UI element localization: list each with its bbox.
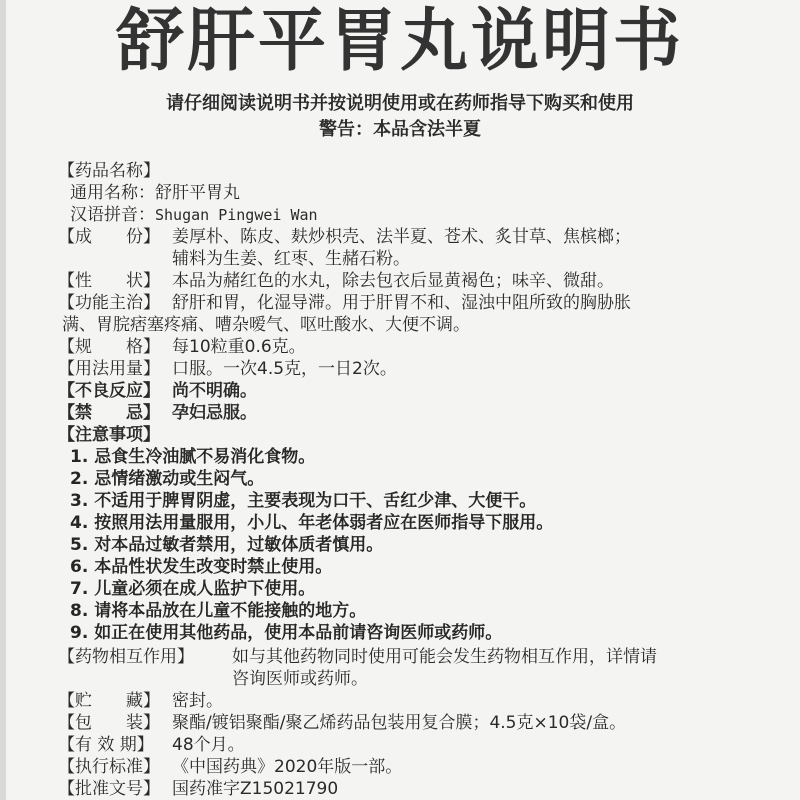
precaution-item: 5. 对本品过敏者禁用，过敏体质者慎用。 xyxy=(70,535,384,555)
adverse-row xyxy=(58,380,770,402)
validity-label: 【有 效 期】 xyxy=(58,735,154,755)
ingredients-line2: 辅料为生姜、红枣、生赭石粉。 xyxy=(172,249,410,269)
packaging-value: 聚酯/镀铝聚酯/聚乙烯药品包装用复合膜；4.5克×10袋/盒。 xyxy=(172,713,627,733)
approval-value: 国药准字Z15021790 xyxy=(172,779,339,799)
properties-row xyxy=(58,270,770,292)
validity-row xyxy=(58,734,770,756)
indications-label: 【功能主治】 xyxy=(58,293,160,313)
precautions-label: 【注意事项】 xyxy=(58,425,160,445)
dosage-value: 口服。一次4.5克，一日2次。 xyxy=(172,359,397,379)
specification-row xyxy=(58,336,770,358)
dosage-label: 【用法用量】 xyxy=(58,359,160,379)
dosage-row xyxy=(58,358,770,380)
ingredients-row xyxy=(58,226,770,248)
approval-label: 【批准文号】 xyxy=(58,779,160,799)
specification-label: 【规 格】 xyxy=(58,337,160,357)
contraindications-row xyxy=(58,402,770,424)
storage-label: 【贮 藏】 xyxy=(58,691,160,711)
generic-name-value: 舒肝平胃丸 xyxy=(155,183,240,203)
pinyin-row xyxy=(70,204,318,226)
approval-row xyxy=(58,778,770,800)
interactions-line2: 咨询医师或药师。 xyxy=(232,669,368,689)
interactions-label: 【药物相互作用】 xyxy=(58,647,194,667)
packaging-label: 【包 装】 xyxy=(58,713,160,733)
validity-value: 48个月。 xyxy=(172,735,245,755)
precaution-item: 8. 请将本品放在儿童不能接触的地方。 xyxy=(70,601,367,621)
properties-value: 本品为赭红色的水丸，除去包衣后显黄褐色；味辛、微甜。 xyxy=(172,271,614,291)
indications-row xyxy=(58,292,770,314)
properties-label: 【性 状】 xyxy=(58,271,160,291)
precaution-item: 4. 按照用法用量服用，小儿、年老体弱者应在医师指导下服用。 xyxy=(70,513,554,533)
pinyin-value: Shugan Pingwei Wan xyxy=(155,206,318,224)
precaution-item: 7. 儿童必须在成人监护下使用。 xyxy=(70,579,316,599)
generic-name-label: 通用名称： xyxy=(70,183,155,203)
generic-name-row xyxy=(70,182,240,204)
precaution-item: 3. 不适用于脾胃阴虚，主要表现为口干、舌红少津、大便干。 xyxy=(70,491,537,511)
standard-value: 《中国药典》2020年版一部。 xyxy=(172,757,403,777)
adverse-label: 【不良反应】 xyxy=(58,381,160,401)
precaution-item: 6. 本品性状发生改变时禁止使用。 xyxy=(70,557,333,577)
adverse-value: 尚不明确。 xyxy=(172,381,257,401)
packaging-row xyxy=(58,712,770,734)
drug-name-label: 【药品名称】 xyxy=(58,161,160,181)
ingredients-line1: 姜厚朴、陈皮、麸炒枳壳、法半夏、苍术、炙甘草、焦槟榔； xyxy=(172,227,631,247)
interactions-row xyxy=(58,646,770,668)
precaution-item: 2. 忌情绪激动或生闷气。 xyxy=(70,469,265,489)
indications-line1: 舒肝和胃，化湿导滞。用于肝胃不和、湿浊中阻所致的胸胁胀 xyxy=(172,293,631,313)
pinyin-label: 汉语拼音： xyxy=(70,205,155,225)
warning-line: 警告：本品含法半夏 xyxy=(319,119,481,140)
precaution-item: 9. 如正在使用其他药品，使用本品前请咨询医师或药师。 xyxy=(70,623,503,643)
standard-label: 【执行标准】 xyxy=(58,757,160,777)
specification-value: 每10粒重0.6克。 xyxy=(172,337,306,357)
contraindications-value: 孕妇忌服。 xyxy=(172,403,257,423)
ingredients-label: 【成 份】 xyxy=(58,227,160,247)
storage-row xyxy=(58,690,770,712)
standard-row xyxy=(58,756,770,778)
storage-value: 密封。 xyxy=(172,691,223,711)
contraindications-label: 【禁 忌】 xyxy=(58,403,160,423)
indications-line2: 满、胃脘痞塞疼痛、嘈杂嗳气、呕吐酸水、大便不调。 xyxy=(62,315,470,335)
interactions-line1: 如与其他药物同时使用可能会发生药物相互作用，详情请 xyxy=(232,647,657,667)
reading-instruction: 请仔细阅读说明书并按说明使用或在药师指导下购买和使用 xyxy=(166,93,634,114)
document-title: 舒肝平胃丸说明书 xyxy=(115,2,684,81)
precaution-item: 1. 忌食生冷油腻不易消化食物。 xyxy=(70,447,316,467)
